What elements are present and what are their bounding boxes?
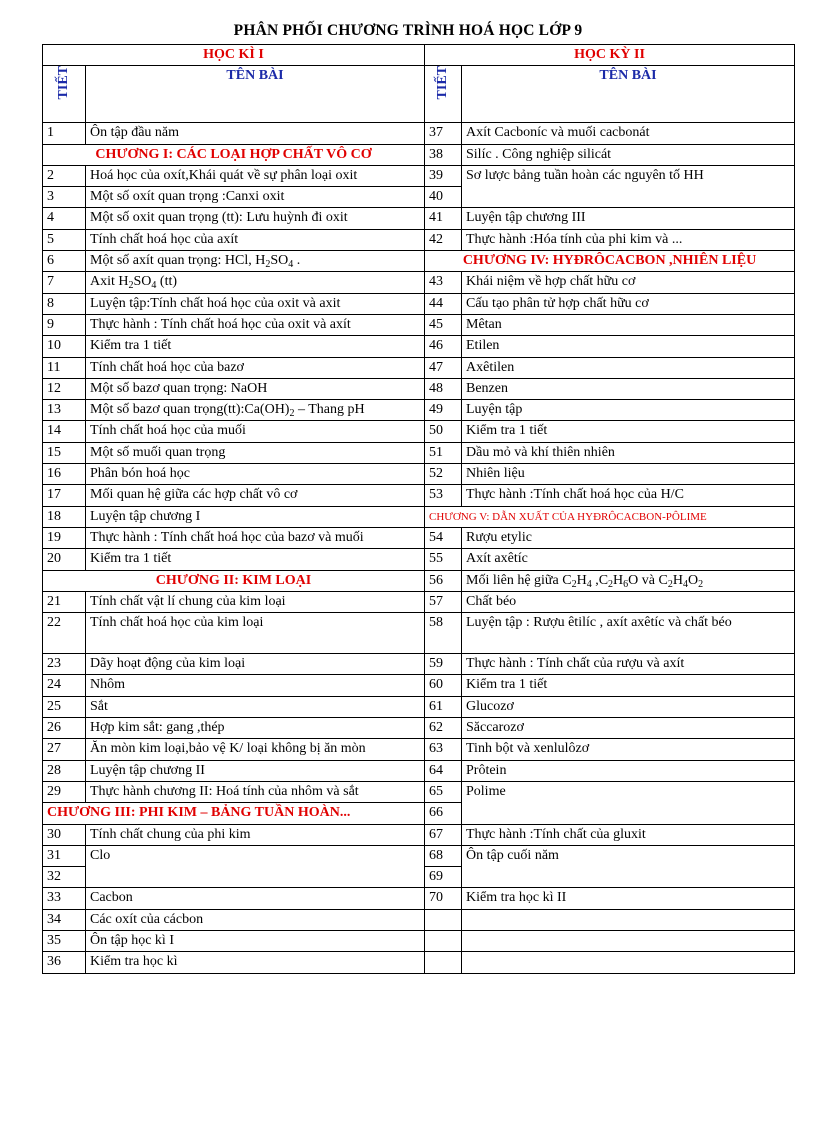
lesson-number: 46 (425, 336, 462, 357)
table-row (43, 613, 795, 654)
chapter-heading: CHƯƠNG IV: HYĐRÔCACBON ,NHIÊN LIỆU (425, 251, 795, 272)
lesson-number: 35 (43, 930, 86, 951)
table-row (43, 357, 795, 378)
lesson-number: 6 (43, 251, 86, 272)
lesson-title: Benzen (462, 378, 795, 399)
table-row (43, 421, 795, 442)
table-row (43, 760, 795, 781)
lesson-title: Rượu etylic (462, 527, 795, 548)
table-row (43, 888, 795, 909)
table-row (43, 675, 795, 696)
chapter-heading: CHƯƠNG II: KIM LOẠI (43, 570, 425, 591)
lesson-title: Kiểm tra 1 tiết (462, 675, 795, 696)
lesson-number: 67 (425, 824, 462, 845)
table-row (43, 165, 795, 186)
lesson-number: 59 (425, 654, 462, 675)
lesson-title: Một số oxít quan trọng :Canxi oxit (86, 187, 425, 208)
lesson-number: 12 (43, 378, 86, 399)
table-row (43, 400, 795, 421)
lesson-title: Sơ lược bảng tuần hoàn các nguyên tố HH (462, 165, 795, 208)
lesson-number: 43 (425, 272, 462, 293)
lesson-title: Axêtilen (462, 357, 795, 378)
lesson-title: Kiểm tra 1 tiết (462, 421, 795, 442)
lesson-title: Dầu mỏ và khí thiên nhiên (462, 442, 795, 463)
lesson-number: 25 (43, 696, 86, 717)
lesson-title: Luyện tập chương II (86, 760, 425, 781)
lesson-number: 37 (425, 123, 462, 144)
table-row (43, 824, 795, 845)
lesson-title: Mêtan (462, 314, 795, 335)
lesson-title: Các oxít của cácbon (86, 909, 425, 930)
semester-2-header: HỌC KỲ II (425, 45, 795, 66)
lesson-number: 5 (43, 229, 86, 250)
lesson-number: 14 (43, 421, 86, 442)
table-row (43, 144, 795, 165)
lesson-number: 7 (43, 272, 86, 293)
lesson-title: Ôn tập đầu năm (86, 123, 425, 144)
lesson-title: Hợp kim sắt: gang ,thép (86, 718, 425, 739)
lesson-title: Chất béo (462, 591, 795, 612)
lesson-number: 40 (425, 187, 462, 208)
table-row (43, 208, 795, 229)
lesson-title: Thực hành chương II: Hoá tính của nhôm và sắt (86, 781, 425, 802)
empty-cell (425, 952, 462, 973)
lesson-number: 49 (425, 400, 462, 421)
lesson-number: 18 (43, 506, 86, 527)
table-row (43, 549, 795, 570)
table-row (43, 378, 795, 399)
lesson-title: Ăn mòn kim loại,bảo vệ K/ loại không bị ăn mòn (86, 739, 425, 760)
semester-1-header: HỌC KÌ I (43, 45, 425, 66)
lesson-title: Clo (86, 845, 425, 888)
lesson-title: Silíc . Công nghiệp silicát (462, 144, 795, 165)
table-row (43, 952, 795, 973)
chapter-heading: CHƯƠNG I: CÁC LOẠI HỢP CHẤT VÔ CƠ (43, 144, 425, 165)
lesson-number: 60 (425, 675, 462, 696)
lesson-number: 55 (425, 549, 462, 570)
lesson-title: Nhôm (86, 675, 425, 696)
lesson-number: 54 (425, 527, 462, 548)
lesson-number: 22 (43, 613, 86, 654)
lesson-number: 61 (425, 696, 462, 717)
chapter-heading: CHƯƠNG III: PHI KIM – BẢNG TUẦN HOÀN... (43, 803, 425, 824)
ten-bai-header-right: TÊN BÀI (462, 66, 795, 123)
empty-cell (425, 930, 462, 951)
lesson-title: Sắt (86, 696, 425, 717)
chapter-heading: CHƯƠNG V: DẪN XUẤT CỦA HYĐRÔCACBON-PÔLIME (425, 506, 795, 527)
page-title: PHÂN PHỐI CHƯƠNG TRÌNH HOÁ HỌC LỚP 9 (233, 22, 583, 39)
lesson-title: Tính chất hoá học của kim loại (86, 613, 425, 654)
table-row (43, 527, 795, 548)
lesson-number: 47 (425, 357, 462, 378)
lesson-title: Mối quan hệ giữa các hợp chất vô cơ (86, 485, 425, 506)
table-row (43, 485, 795, 506)
lesson-title: Phân bón hoá học (86, 464, 425, 485)
table-row (43, 930, 795, 951)
lesson-number: 52 (425, 464, 462, 485)
lesson-number: 15 (43, 442, 86, 463)
lesson-number: 31 (43, 845, 86, 866)
lesson-title: Hoá học của oxít,Khái quát về sự phân loại oxit (86, 165, 425, 186)
lesson-number: 56 (425, 570, 462, 591)
table-row (43, 293, 795, 314)
lesson-title: Thực hành : Tính chất của rượu và axít (462, 654, 795, 675)
empty-cell (462, 909, 795, 930)
lesson-number: 57 (425, 591, 462, 612)
lesson-number: 68 (425, 845, 462, 866)
lesson-number: 9 (43, 314, 86, 335)
lesson-title: Dãy hoạt động của kim loại (86, 654, 425, 675)
table-row (43, 696, 795, 717)
table-row (43, 718, 795, 739)
lesson-title: Một số oxit quan trọng (tt): Lưu huỳnh đi oxit (86, 208, 425, 229)
table-row (43, 314, 795, 335)
lesson-number: 42 (425, 229, 462, 250)
table-row (43, 336, 795, 357)
lesson-title: Thực hành : Tính chất hoá học của oxit và axít (86, 314, 425, 335)
lesson-number: 66 (425, 803, 462, 824)
lesson-title: Axít axêtíc (462, 549, 795, 570)
lesson-title: Săccarozơ (462, 718, 795, 739)
empty-cell (462, 952, 795, 973)
table-row (43, 739, 795, 760)
lesson-title: Một số bazơ quan $trọng(tt):Ca(OH)_2$ – Thang pH (86, 400, 425, 421)
lesson-number: 11 (43, 357, 86, 378)
table-row (43, 251, 795, 272)
lesson-number: 65 (425, 781, 462, 802)
empty-cell (462, 930, 795, 951)
lesson-number: 45 (425, 314, 462, 335)
lesson-title: Luyện tập (462, 400, 795, 421)
lesson-title: Tính chất hoá học của axít (86, 229, 425, 250)
lesson-title: Tinh bột và xenlulôzơ (462, 739, 795, 760)
lesson-number: 32 (43, 867, 86, 888)
lesson-number: 33 (43, 888, 86, 909)
lesson-number: 41 (425, 208, 462, 229)
lesson-number: 51 (425, 442, 462, 463)
lesson-number: 64 (425, 760, 462, 781)
lesson-title: Kiểm tra 1 tiết (86, 549, 425, 570)
lesson-title: Cấu tạo phân tử hợp chất hữu cơ (462, 293, 795, 314)
lesson-title: Một số axít quan trọng: HCl, $H_2SO_4$ . (86, 251, 425, 272)
lesson-number: 34 (43, 909, 86, 930)
lesson-title: Polime (462, 781, 795, 824)
lesson-number: 10 (43, 336, 86, 357)
table-row (43, 570, 795, 591)
lesson-number: 2 (43, 165, 86, 186)
lesson-number: 58 (425, 613, 462, 654)
lesson-number: 4 (43, 208, 86, 229)
lesson-number: 16 (43, 464, 86, 485)
tiet-header-left: TIẾT (43, 66, 86, 123)
lesson-title: Nhiên liệu (462, 464, 795, 485)
lesson-number: 13 (43, 400, 86, 421)
lesson-number: 53 (425, 485, 462, 506)
lesson-title: Ôn tập học kì I (86, 930, 425, 951)
lesson-title: Glucozơ (462, 696, 795, 717)
lesson-title: Tính chất hoá học của bazơ (86, 357, 425, 378)
lesson-number: 48 (425, 378, 462, 399)
lesson-title: Axit $H_2SO_4$ (tt) (86, 272, 425, 293)
lesson-title: Mối liên hệ giữa $C_2H_4$ $,C_2H_6O$ và $C_2H_4O_2$ (462, 570, 795, 591)
empty-cell (425, 909, 462, 930)
table-row (43, 654, 795, 675)
lesson-title: Luyện tập : Rượu êtilíc , axít axêtíc và chất béo (462, 613, 795, 654)
lesson-number: 23 (43, 654, 86, 675)
lesson-number: 36 (43, 952, 86, 973)
lesson-title: Luyện tập chương I (86, 506, 425, 527)
table-row (43, 442, 795, 463)
table-row (43, 845, 795, 866)
curriculum-table (42, 44, 795, 974)
lesson-number: 62 (425, 718, 462, 739)
lesson-title: Cacbon (86, 888, 425, 909)
lesson-number: 44 (425, 293, 462, 314)
tiet-header-right: TIẾT (425, 66, 462, 123)
lesson-number: 70 (425, 888, 462, 909)
lesson-number: 1 (43, 123, 86, 144)
lesson-title: Kiểm tra 1 tiết (86, 336, 425, 357)
table-row (43, 781, 795, 802)
lesson-number: 28 (43, 760, 86, 781)
lesson-title: Kiểm tra học kì (86, 952, 425, 973)
lesson-number: 8 (43, 293, 86, 314)
lesson-number: 26 (43, 718, 86, 739)
lesson-title: Tính chất vật lí chung của kim loại (86, 591, 425, 612)
lesson-number: 24 (43, 675, 86, 696)
lesson-number: 20 (43, 549, 86, 570)
lesson-title: Thực hành :Tính chất của gluxit (462, 824, 795, 845)
lesson-title: Tính chất chung của phi kim (86, 824, 425, 845)
lesson-number: 17 (43, 485, 86, 506)
lesson-title: Thực hành : Tính chất hoá học của bazơ và muối (86, 527, 425, 548)
lesson-title: Thực hành :Hóa tính của phi kim và ... (462, 229, 795, 250)
lesson-title: Một số muối quan trọng (86, 442, 425, 463)
lesson-title: Khái niệm về hợp chất hữu cơ (462, 272, 795, 293)
lesson-title: Ôn tập cuối năm (462, 845, 795, 888)
lesson-title: Kiểm tra học kì II (462, 888, 795, 909)
table-row (43, 272, 795, 293)
table-row (43, 506, 795, 527)
ten-bai-header-left: TÊN BÀI (86, 66, 425, 123)
lesson-number: 21 (43, 591, 86, 612)
lesson-title: Một số bazơ quan trọng: NaOH (86, 378, 425, 399)
lesson-number: 27 (43, 739, 86, 760)
table-row (43, 229, 795, 250)
lesson-title: Axít Cacboníc và muối cacbonát (462, 123, 795, 144)
lesson-number: 29 (43, 781, 86, 802)
lesson-title: Thực hành :Tính chất hoá học của H/C (462, 485, 795, 506)
lesson-number: 38 (425, 144, 462, 165)
lesson-number: 19 (43, 527, 86, 548)
table-row (43, 909, 795, 930)
table-row (43, 123, 795, 144)
lesson-title: Tính chất hoá học của muối (86, 421, 425, 442)
lesson-title: Etilen (462, 336, 795, 357)
lesson-title: Prôtein (462, 760, 795, 781)
lesson-title: Luyện tập:Tính chất hoá học của oxit và axit (86, 293, 425, 314)
table-row (43, 591, 795, 612)
lesson-number: 50 (425, 421, 462, 442)
lesson-number: 3 (43, 187, 86, 208)
lesson-number: 30 (43, 824, 86, 845)
lesson-number: 63 (425, 739, 462, 760)
lesson-title: Luyện tập chương III (462, 208, 795, 229)
table-row (43, 464, 795, 485)
lesson-number: 69 (425, 867, 462, 888)
lesson-number: 39 (425, 165, 462, 186)
